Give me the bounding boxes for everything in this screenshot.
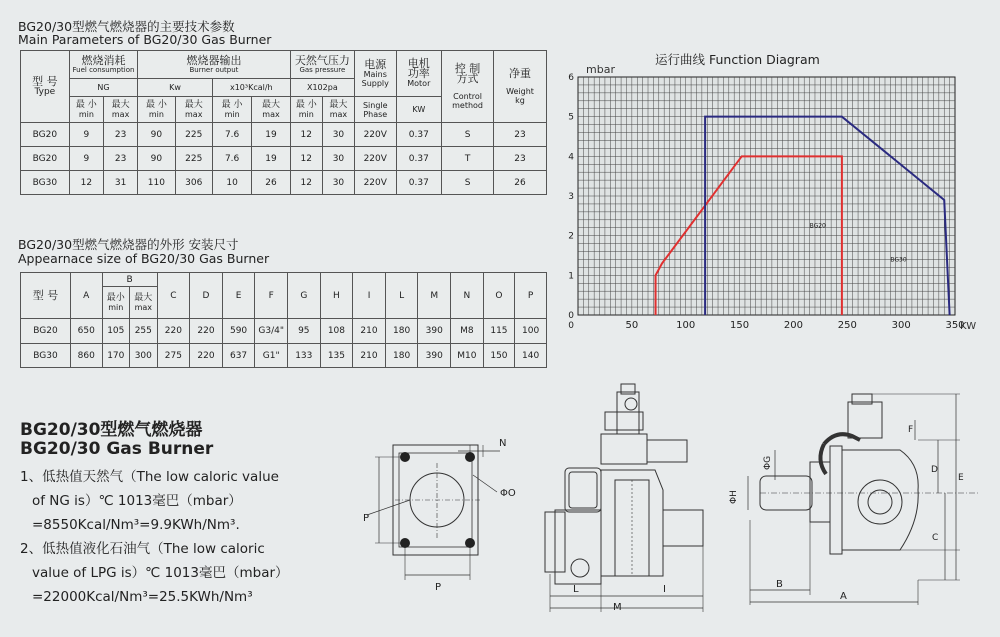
min-header: 最 小 min <box>138 97 175 123</box>
motor-unit: KW <box>396 97 442 123</box>
dim-c-label: C <box>932 533 939 543</box>
fuel-header: 燃烧消耗 Fuel consumption <box>69 51 137 79</box>
fuel-unit: NG <box>69 79 137 97</box>
dim-m-label: M <box>613 602 622 613</box>
table-row: BG20 650 105 255 220 220 590 G3/4" 95 108 210 180 390 M8 115 100 <box>21 319 547 344</box>
mains-header: 电源 Mains Supply <box>355 51 396 97</box>
burner-housing <box>842 450 918 550</box>
dim-l-label: L <box>573 584 579 595</box>
dim-p2-label: P <box>435 582 442 593</box>
x-tick-label: 350 <box>945 320 965 331</box>
brand-title-en: BG20/30 Gas Burner <box>20 439 214 459</box>
table-row: BG20 9 23 90 225 7.6 19 12 30 220V 0.37 T 23 <box>21 147 547 171</box>
y-tick-label: 3 <box>568 192 574 202</box>
dim-d-header: D <box>190 273 223 319</box>
output-header: 燃烧器输出 Burner output <box>138 51 290 79</box>
main-parameters-table <box>20 50 547 195</box>
min-header: 最 小 min <box>69 97 103 123</box>
note-line: value of LPG is）℃ 1013毫巴（mbar） <box>32 565 289 581</box>
y-axis-unit: mbar <box>586 63 615 76</box>
dim-g-header: G <box>288 273 321 319</box>
table-row: BG20 9 23 90 225 7.6 19 12 30 220V 0.37 S 23 <box>21 123 547 147</box>
note-line: =8550Kcal/Nm³=9.9KWh/Nm³. <box>32 517 240 533</box>
dim-h-label: ΦH <box>729 490 739 504</box>
blast-tube <box>663 510 703 546</box>
dim-d-label: D <box>931 465 938 475</box>
dim-i-label: I <box>663 584 666 595</box>
dim-a-header: A <box>70 273 102 319</box>
type-header: 型 号 Type <box>21 51 70 123</box>
single-phase-header: Single Phase <box>355 97 396 123</box>
flange-drawing <box>355 435 530 600</box>
x-axis-unit: KW <box>960 321 977 332</box>
y-tick-label: 2 <box>568 231 574 242</box>
y-tick-label: 1 <box>568 271 574 282</box>
table-row: BG30 12 31 110 306 10 26 12 30 220V 0.37 S 26 <box>21 171 547 195</box>
min-header: 最小 min <box>102 287 130 319</box>
gas-valve <box>848 402 882 438</box>
section2-title-en: Appearnace size of BG20/30 Gas Burner <box>18 251 270 266</box>
dim-p-header: P <box>515 273 547 319</box>
dim-o-label: ΦO <box>500 488 516 499</box>
kw-unit: Kw <box>138 79 213 97</box>
min-header: 最 小 min <box>212 97 251 123</box>
x-tick-label: 250 <box>837 320 857 331</box>
x-tick-label: 50 <box>625 320 639 331</box>
burner-front-drawing <box>535 380 715 620</box>
control-header: 控 制 方式 Control method <box>442 51 494 123</box>
function-diagram-chart <box>560 60 1000 340</box>
table-row: BG30 860 170 300 275 220 637 G1" 133 135 210 180 390 M10 150 140 <box>21 344 547 368</box>
weight-header: 净重 Weight kg <box>494 51 547 123</box>
dim-g-label: ΦG <box>763 455 773 470</box>
appearance-size-table <box>20 272 547 368</box>
dim-i-header: I <box>353 273 386 319</box>
chart-grid <box>578 77 955 315</box>
dim-b-label: B <box>776 579 783 590</box>
note-line: =22000Kcal/Nm³=25.5KWh/Nm³ <box>32 589 253 605</box>
dim-n-label: N <box>499 438 507 449</box>
note-line: 1、低热值天然气（The low caloric value <box>20 469 279 485</box>
chart-title: 运行曲线 Function Diagram <box>655 52 820 67</box>
y-tick-label: 4 <box>568 152 574 163</box>
x-tick-label: 200 <box>783 320 803 331</box>
brand-title-cn: BG20/30型燃气燃烧器 <box>20 420 203 440</box>
dim-e-label: E <box>958 473 964 483</box>
gas-unit: X102pa <box>290 79 354 97</box>
note-line: 2、低热值液化石油气（The low caloric <box>20 541 265 557</box>
max-header: 最大 max <box>322 97 354 123</box>
dim-e-header: E <box>222 273 255 319</box>
dim-l-header: L <box>385 273 418 319</box>
dim-a-label: A <box>840 591 847 602</box>
max-header: 最大 max <box>175 97 212 123</box>
notes <box>20 465 289 609</box>
section1-title-en: Main Parameters of BG20/30 Gas Burner <box>18 32 272 47</box>
max-header: 最大 max <box>130 287 158 319</box>
max-header: 最大 max <box>252 97 290 123</box>
x-tick-label: 150 <box>730 320 750 331</box>
dim-p-label: P <box>363 513 370 524</box>
kcal-unit: x10³Kcal/h <box>212 79 290 97</box>
series-label: BG20 <box>809 222 826 230</box>
section1-title-cn: BG20/30型燃气燃烧器的主要技术参数 <box>18 19 235 34</box>
type-header: 型 号 <box>21 273 71 319</box>
y-tick-label: 0 <box>568 311 574 321</box>
dim-f-label: F <box>908 425 914 435</box>
note-line: of NG is）℃ 1013毫巴（mbar） <box>32 493 242 509</box>
dim-c-header: C <box>157 273 190 319</box>
x-tick-label: 100 <box>676 320 696 331</box>
series-label: BG30 <box>890 256 907 264</box>
y-tick-label: 6 <box>568 73 574 83</box>
section2-title-cn: BG20/30型燃气燃烧器的外形 安装尺寸 <box>18 237 239 252</box>
burner-side-drawing <box>720 380 990 620</box>
gas-pressure-header: 天然气压力 Gas pressure <box>290 51 354 79</box>
dim-o-header: O <box>483 273 515 319</box>
dim-f-header: F <box>255 273 288 319</box>
motor-header: 电机 功率 Motor <box>396 51 442 97</box>
y-tick-label: 5 <box>568 112 574 123</box>
dim-h-header: H <box>320 273 353 319</box>
dim-n-header: N <box>451 273 484 319</box>
dim-b-header: B <box>102 273 157 287</box>
control-box <box>565 468 601 512</box>
dim-m-header: M <box>418 273 451 319</box>
valve-body <box>601 434 647 464</box>
x-tick-label: 300 <box>891 320 911 331</box>
x-tick-label: 0 <box>568 321 574 331</box>
min-header: 最 小 min <box>290 97 322 123</box>
max-header: 最大 max <box>103 97 137 123</box>
